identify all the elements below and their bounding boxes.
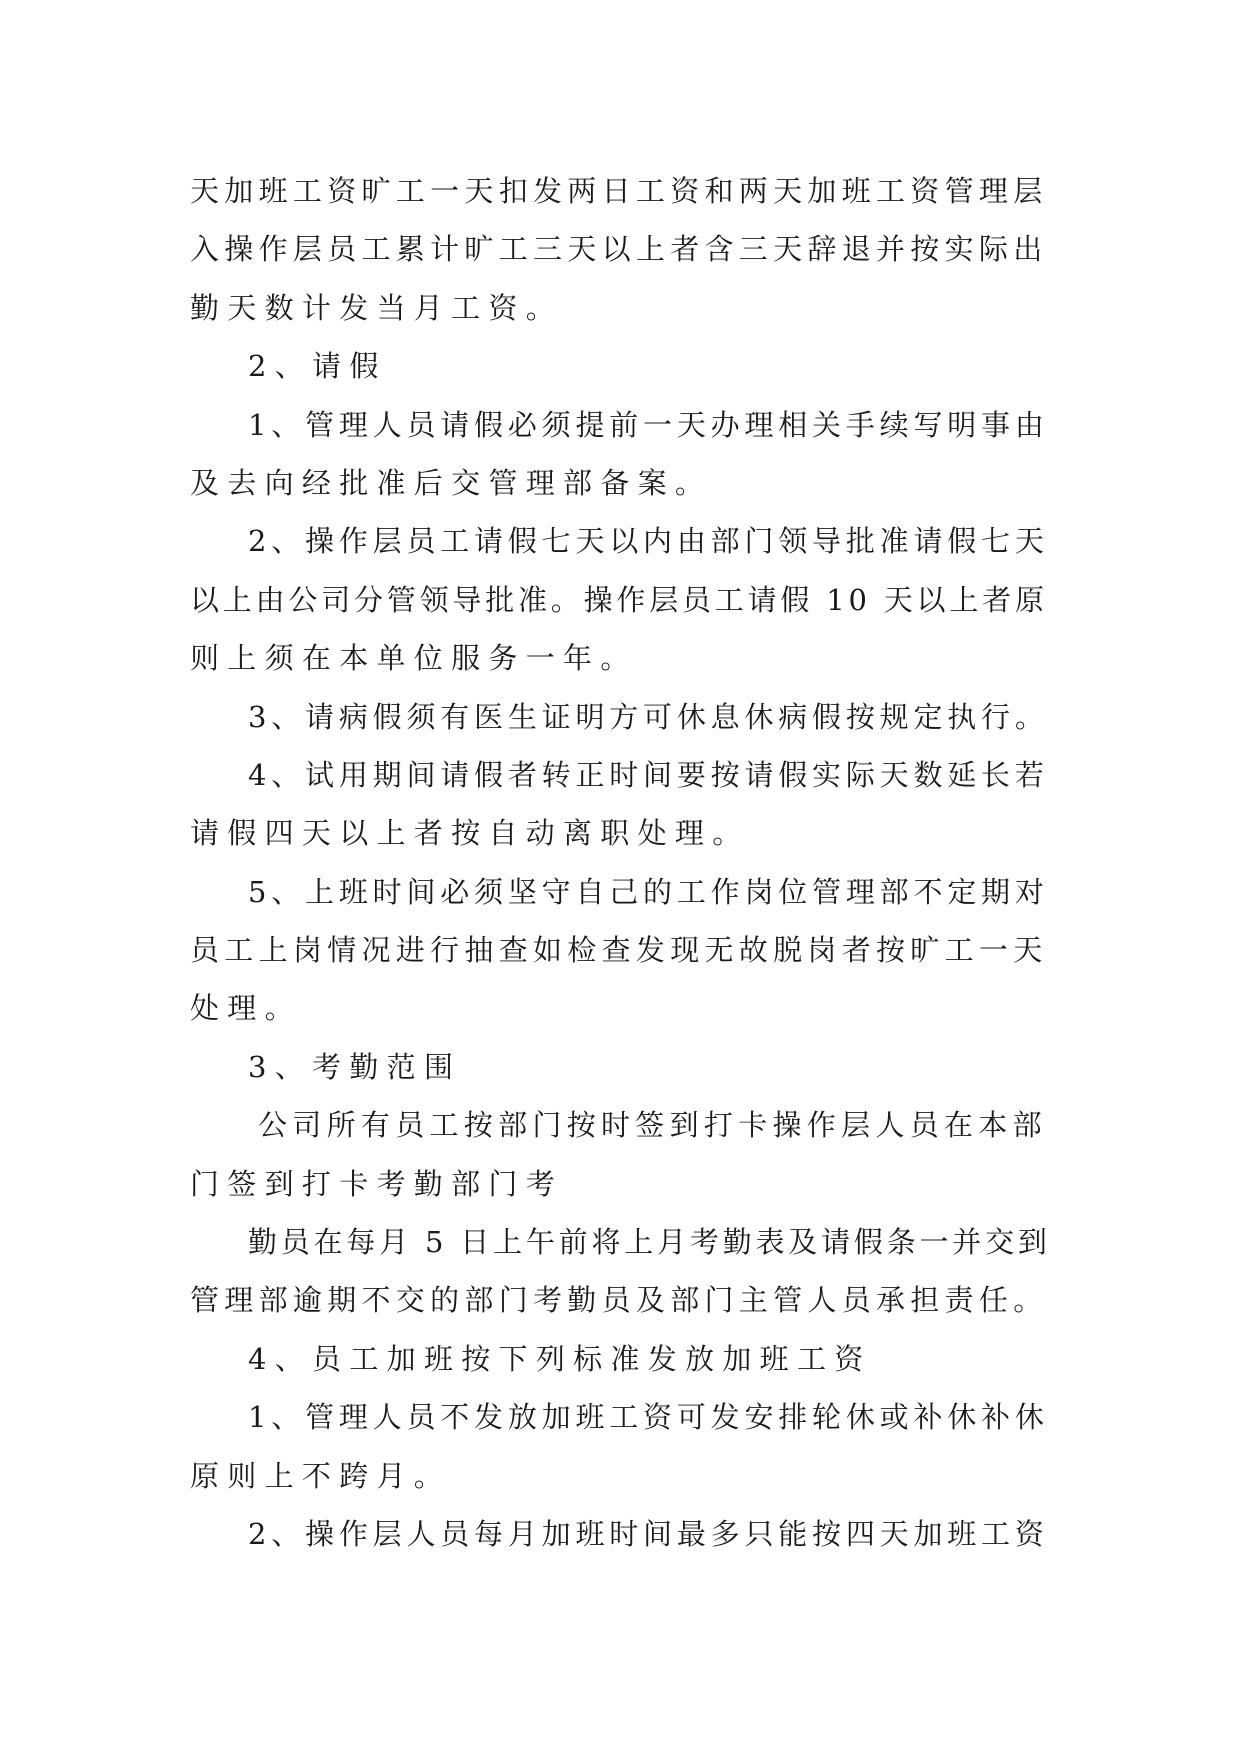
text-line: 勤员在每月 5 日上午前将上月考勤表及请假条一并交到 bbox=[248, 1225, 1051, 1260]
section-heading-overtime: 4、员工加班按下列标准发放加班工资 bbox=[248, 1341, 872, 1376]
text-line: 则上须在本单位服务一年。 bbox=[190, 641, 638, 676]
text-line: 原则上不跨月。 bbox=[190, 1458, 452, 1493]
text-line: 勤天数计发当月工资。 bbox=[190, 290, 564, 325]
text-line: 4、试用期间请假者转正时间要按请假实际天数延长若 bbox=[248, 757, 1049, 792]
document-body bbox=[190, 162, 1056, 1563]
text-line: 入操作层员工累计旷工三天以上者含三天辞退并按实际出 bbox=[190, 232, 1048, 267]
section-heading-attendance-scope: 3、考勤范围 bbox=[248, 1049, 462, 1084]
text-line: 5、上班时间必须坚守自己的工作岗位管理部不定期对 bbox=[248, 874, 1049, 909]
text-line: 2、操作层人员每月加班时间最多只能按四天加班工资 bbox=[248, 1516, 1049, 1551]
text-line: 公司所有员工按部门按时签到打卡操作层人员在本部 bbox=[258, 1108, 1047, 1143]
text-line: 1、管理人员请假必须提前一天办理相关手续写明事由 bbox=[248, 407, 1049, 442]
text-line: 请假四天以上者按自动离职处理。 bbox=[190, 816, 750, 851]
text-line: 门签到打卡考勤部门考 bbox=[190, 1166, 564, 1201]
text-line: 以上由公司分管领导批准。操作层员工请假 10 天以上者原 bbox=[190, 582, 1048, 617]
section-heading-leave: 2、请假 bbox=[248, 349, 387, 384]
text-line: 及去向经批准后交管理部备案。 bbox=[190, 465, 713, 500]
text-line: 处理。 bbox=[190, 991, 302, 1026]
text-line: 天加班工资旷工一天扣发两日工资和两天加班工资管理层 bbox=[190, 174, 1048, 208]
text-line: 员工上岗情况进行抽查如检查发现无故脱岗者按旷工一天 bbox=[190, 933, 1048, 968]
text-line: 3、请病假须有医生证明方可休息休病假按规定执行。 bbox=[248, 699, 1049, 734]
text-line: 1、管理人员不发放加班工资可发安排轮休或补休补休 bbox=[248, 1400, 1049, 1435]
text-line: 2、操作层员工请假七天以内由部门领导批准请假七天 bbox=[248, 524, 1049, 559]
text-line: 管理部逾期不交的部门考勤员及部门主管人员承担责任。 bbox=[190, 1283, 1048, 1318]
